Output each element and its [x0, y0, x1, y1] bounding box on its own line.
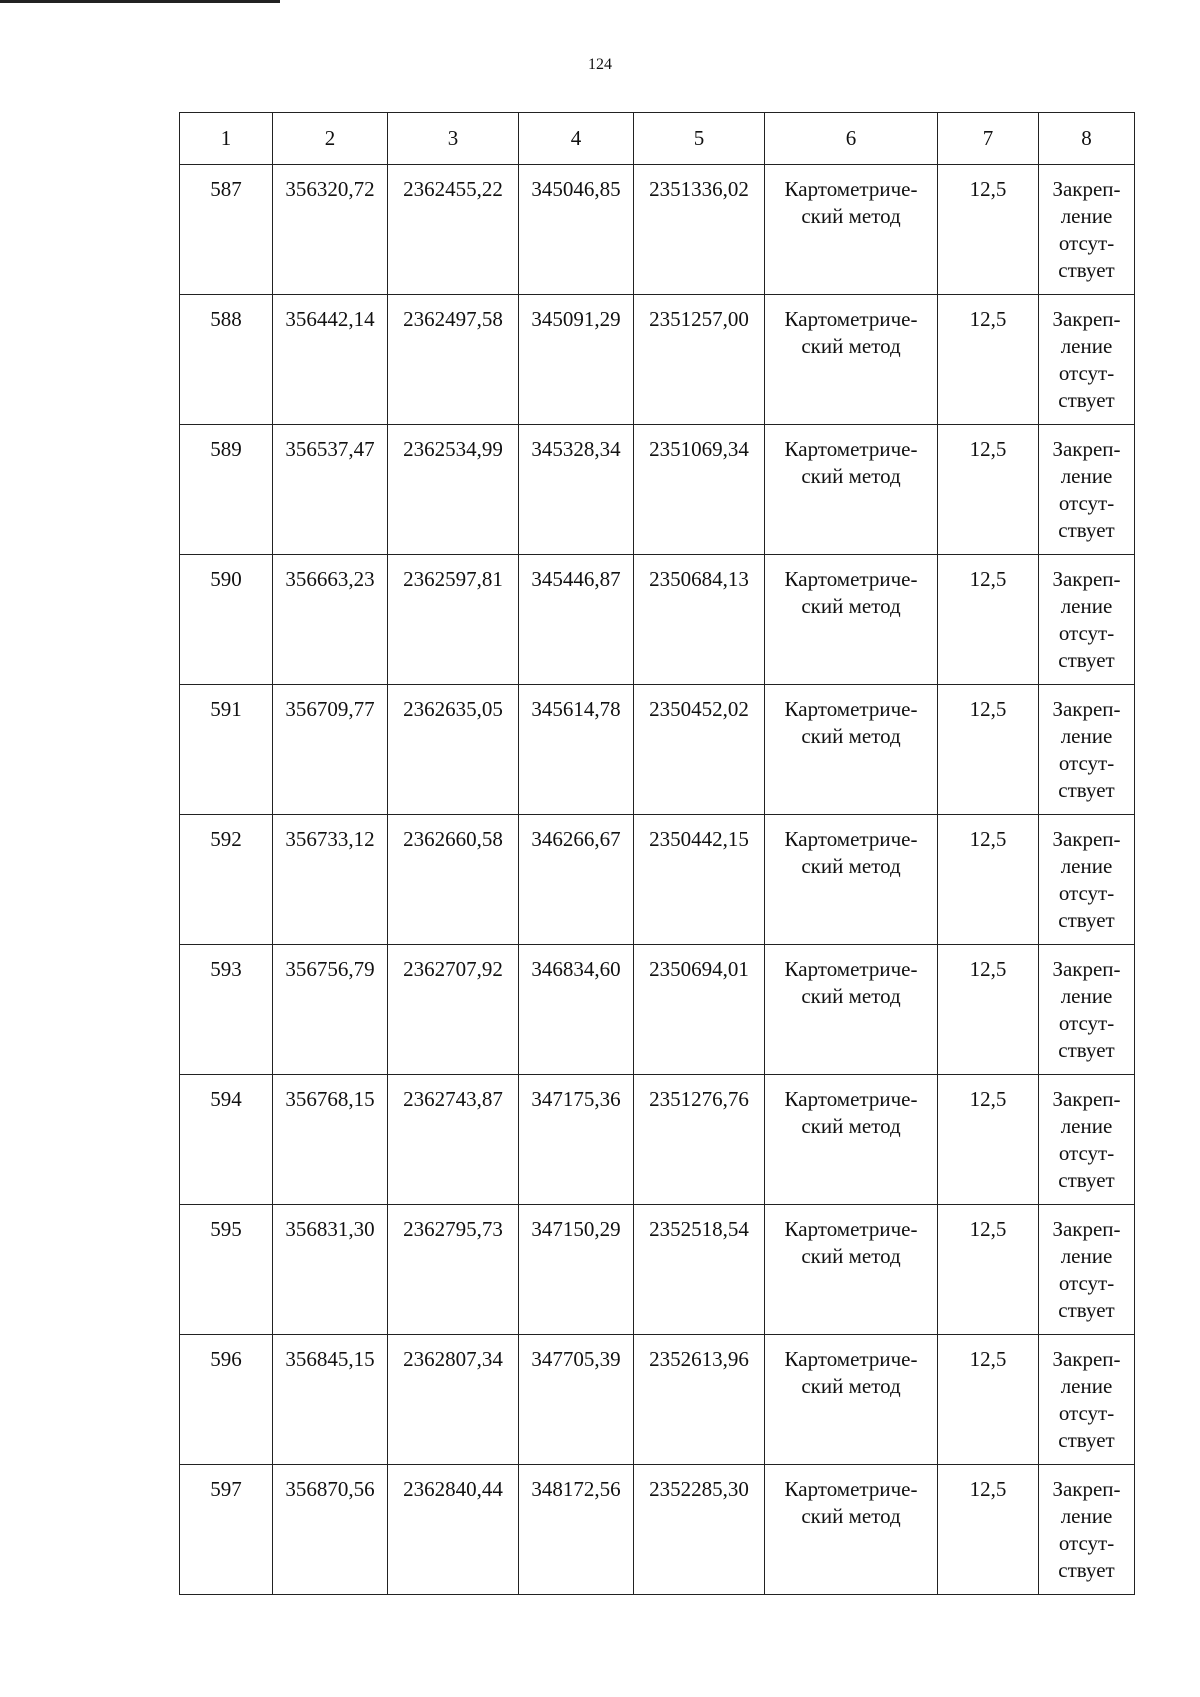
fixing-cell: [1039, 1205, 1135, 1335]
fixing-text: Закреп- ление отсут- ствует: [1052, 827, 1121, 932]
coordinate-cell: 2352613,96: [634, 1335, 765, 1465]
table-row: [180, 295, 1135, 425]
column-header: 4: [519, 113, 634, 165]
method-cell: [765, 425, 938, 555]
coordinate-cell: 345046,85: [519, 165, 634, 295]
coordinate-cell: 2350442,15: [634, 815, 765, 945]
coordinates-table: [179, 112, 1135, 1595]
column-header: 6: [765, 113, 938, 165]
fixing-cell: [1039, 165, 1135, 295]
method-text: Картометриче- ский метод: [784, 1217, 918, 1268]
coordinate-cell: 2350694,01: [634, 945, 765, 1075]
table-row: [180, 685, 1135, 815]
coordinate-cell: 356442,14: [273, 295, 388, 425]
coordinate-cell: 2362597,81: [388, 555, 519, 685]
top-rule: [0, 0, 280, 3]
column-header: 3: [388, 113, 519, 165]
column-header: 2: [273, 113, 388, 165]
coordinate-cell: 356709,77: [273, 685, 388, 815]
precision-cell: 12,5: [938, 165, 1039, 295]
coordinate-cell: 345091,29: [519, 295, 634, 425]
point-number-cell: 588: [180, 295, 273, 425]
point-number-cell: 593: [180, 945, 273, 1075]
method-text: Картометриче- ский метод: [784, 827, 918, 878]
fixing-text: Закреп- ление отсут- ствует: [1052, 1217, 1121, 1322]
method-text: Картометриче- ский метод: [784, 1477, 918, 1528]
method-cell: [765, 945, 938, 1075]
coordinate-cell: 345328,34: [519, 425, 634, 555]
method-text: Картометриче- ский метод: [784, 1347, 918, 1398]
coordinate-cell: 356663,23: [273, 555, 388, 685]
fixing-text: Закреп- ление отсут- ствует: [1052, 697, 1121, 802]
table-row: [180, 945, 1135, 1075]
point-number-cell: 592: [180, 815, 273, 945]
precision-cell: 12,5: [938, 1075, 1039, 1205]
header-row: [180, 113, 1135, 165]
fixing-text: Закреп- ление отсут- ствует: [1052, 437, 1121, 542]
precision-cell: 12,5: [938, 295, 1039, 425]
fixing-cell: [1039, 815, 1135, 945]
coordinate-cell: 2362660,58: [388, 815, 519, 945]
method-text: Картометриче- ский метод: [784, 1087, 918, 1138]
fixing-cell: [1039, 685, 1135, 815]
table-row: [180, 1075, 1135, 1205]
precision-cell: 12,5: [938, 425, 1039, 555]
coordinate-cell: 356870,56: [273, 1465, 388, 1595]
coordinate-cell: 356733,12: [273, 815, 388, 945]
method-cell: [765, 685, 938, 815]
fixing-text: Закреп- ление отсут- ствует: [1052, 1087, 1121, 1192]
point-number-cell: 590: [180, 555, 273, 685]
page-number: 124: [588, 56, 612, 73]
method-cell: [765, 1465, 938, 1595]
method-text: Картометриче- ский метод: [784, 307, 918, 358]
coordinate-cell: 2362707,92: [388, 945, 519, 1075]
fixing-cell: [1039, 1465, 1135, 1595]
method-cell: [765, 1335, 938, 1465]
precision-cell: 12,5: [938, 685, 1039, 815]
table-row: [180, 1335, 1135, 1465]
method-cell: [765, 165, 938, 295]
point-number-cell: 589: [180, 425, 273, 555]
table-row: [180, 1465, 1135, 1595]
precision-cell: 12,5: [938, 815, 1039, 945]
coordinate-cell: 347150,29: [519, 1205, 634, 1335]
table-row: [180, 165, 1135, 295]
coordinate-cell: 356320,72: [273, 165, 388, 295]
method-cell: [765, 295, 938, 425]
fixing-text: Закреп- ление отсут- ствует: [1052, 957, 1121, 1062]
table-row: [180, 555, 1135, 685]
fixing-text: Закреп- ление отсут- ствует: [1052, 1477, 1121, 1582]
column-header: 7: [938, 113, 1039, 165]
coordinate-cell: 356537,47: [273, 425, 388, 555]
table-row: [180, 815, 1135, 945]
coordinate-cell: 2362497,58: [388, 295, 519, 425]
coordinate-cell: 348172,56: [519, 1465, 634, 1595]
method-text: Картометриче- ский метод: [784, 567, 918, 618]
coordinate-cell: 356831,30: [273, 1205, 388, 1335]
coordinate-cell: 2362455,22: [388, 165, 519, 295]
coordinate-cell: 2351336,02: [634, 165, 765, 295]
coordinate-cell: 2352285,30: [634, 1465, 765, 1595]
coordinate-cell: 356768,15: [273, 1075, 388, 1205]
fixing-text: Закреп- ление отсут- ствует: [1052, 567, 1121, 672]
column-header: 5: [634, 113, 765, 165]
precision-cell: 12,5: [938, 945, 1039, 1075]
fixing-cell: [1039, 295, 1135, 425]
method-cell: [765, 1075, 938, 1205]
table-body: [180, 165, 1135, 1595]
coordinate-cell: 345614,78: [519, 685, 634, 815]
precision-cell: 12,5: [938, 555, 1039, 685]
coordinate-cell: 2362743,87: [388, 1075, 519, 1205]
fixing-cell: [1039, 555, 1135, 685]
coordinate-cell: 2350684,13: [634, 555, 765, 685]
fixing-text: Закреп- ление отсут- ствует: [1052, 307, 1121, 412]
coordinate-cell: 356756,79: [273, 945, 388, 1075]
point-number-cell: 595: [180, 1205, 273, 1335]
method-cell: [765, 1205, 938, 1335]
method-text: Картометриче- ский метод: [784, 177, 918, 228]
coordinate-cell: 347705,39: [519, 1335, 634, 1465]
coordinate-cell: 356845,15: [273, 1335, 388, 1465]
precision-cell: 12,5: [938, 1335, 1039, 1465]
coordinate-cell: 2362534,99: [388, 425, 519, 555]
coordinate-cell: 346834,60: [519, 945, 634, 1075]
fixing-cell: [1039, 945, 1135, 1075]
table-row: [180, 1205, 1135, 1335]
method-cell: [765, 815, 938, 945]
fixing-text: Закреп- ление отсут- ствует: [1052, 177, 1121, 282]
fixing-cell: [1039, 1075, 1135, 1205]
precision-cell: 12,5: [938, 1205, 1039, 1335]
coordinate-cell: 2362635,05: [388, 685, 519, 815]
precision-cell: 12,5: [938, 1465, 1039, 1595]
coordinate-cell: 2362795,73: [388, 1205, 519, 1335]
fixing-text: Закреп- ление отсут- ствует: [1052, 1347, 1121, 1452]
point-number-cell: 597: [180, 1465, 273, 1595]
coordinate-cell: 2351257,00: [634, 295, 765, 425]
coordinate-cell: 2362840,44: [388, 1465, 519, 1595]
method-text: Картометриче- ский метод: [784, 697, 918, 748]
coordinate-cell: 2352518,54: [634, 1205, 765, 1335]
method-text: Картометриче- ский метод: [784, 957, 918, 1008]
point-number-cell: 594: [180, 1075, 273, 1205]
coordinate-cell: 2362807,34: [388, 1335, 519, 1465]
method-cell: [765, 555, 938, 685]
point-number-cell: 587: [180, 165, 273, 295]
fixing-cell: [1039, 1335, 1135, 1465]
coordinate-cell: 346266,67: [519, 815, 634, 945]
coordinate-cell: 347175,36: [519, 1075, 634, 1205]
column-header: 8: [1039, 113, 1135, 165]
coordinate-cell: 2350452,02: [634, 685, 765, 815]
coordinate-cell: 345446,87: [519, 555, 634, 685]
column-header: 1: [180, 113, 273, 165]
table-row: [180, 425, 1135, 555]
coordinate-cell: 2351069,34: [634, 425, 765, 555]
point-number-cell: 591: [180, 685, 273, 815]
method-text: Картометриче- ский метод: [784, 437, 918, 488]
point-number-cell: 596: [180, 1335, 273, 1465]
coordinate-cell: 2351276,76: [634, 1075, 765, 1205]
fixing-cell: [1039, 425, 1135, 555]
